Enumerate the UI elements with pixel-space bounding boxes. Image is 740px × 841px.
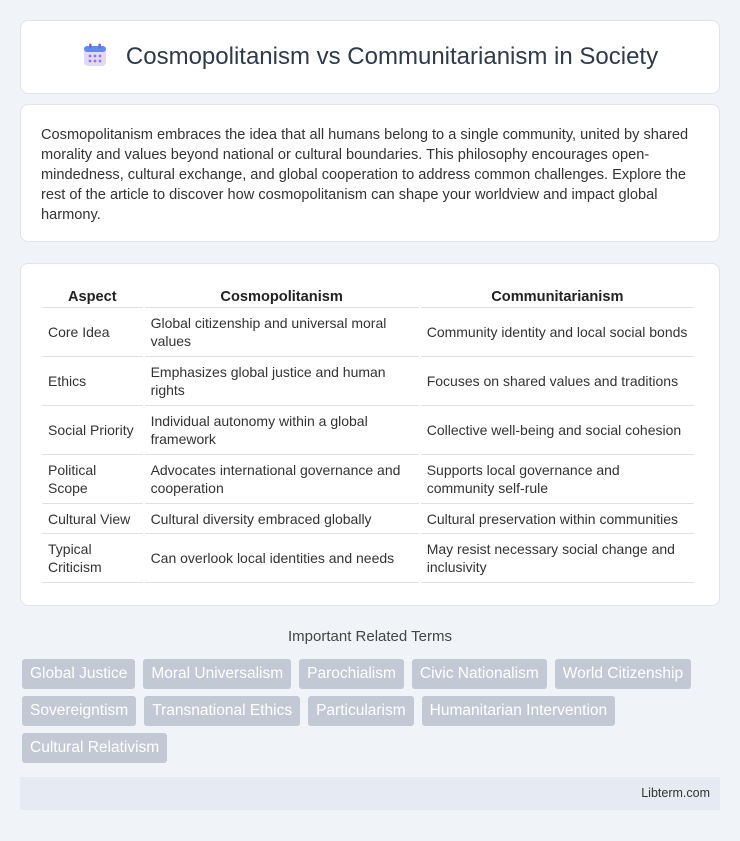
tag-moral-universalism[interactable]: Moral Universalism bbox=[143, 659, 291, 689]
table-row bbox=[42, 357, 694, 406]
table-cell: Social Priority bbox=[42, 406, 143, 455]
table-row bbox=[42, 504, 694, 534]
tag-transnational-ethics[interactable]: Transnational Ethics bbox=[144, 696, 300, 726]
tag-civic-nationalism[interactable]: Civic Nationalism bbox=[412, 659, 547, 689]
page-title: Cosmopolitanism vs Communitarianism in Society bbox=[125, 43, 659, 70]
table-cell: Typical Criticism bbox=[42, 534, 143, 583]
table-row bbox=[42, 406, 694, 455]
tag-parochialism[interactable]: Parochialism bbox=[299, 659, 404, 689]
tag-particularism[interactable]: Particularism bbox=[308, 696, 414, 726]
comparison-table bbox=[40, 286, 696, 583]
table-cell: Advocates international governance and cooperation bbox=[145, 455, 419, 504]
tag-global-justice[interactable]: Global Justice bbox=[22, 659, 135, 689]
table-cell: Focuses on shared values and traditions bbox=[421, 357, 694, 406]
footer bbox=[20, 777, 720, 810]
table-cell: Core Idea bbox=[42, 308, 143, 357]
intro-text: Cosmopolitanism embraces the idea that all humans belong to a single community, united by shared morality and values beyond national or cultural boundaries. This philosophy encourages open-mindedness, cultural exchange, and global cooperation to address common challenges. Explore the rest of the article to discover how cosmopolitanism can shape your worldview and impact global harmony. bbox=[41, 127, 689, 223]
calendar-icon bbox=[82, 42, 108, 73]
tag-sovereigntism[interactable]: Sovereigntism bbox=[22, 696, 136, 726]
table-cell: Cultural preservation within communities bbox=[421, 504, 694, 534]
table-header-row bbox=[42, 286, 694, 308]
table-cell: Supports local governance and community self-rule bbox=[421, 455, 694, 504]
header-card bbox=[20, 20, 720, 94]
table-cell: Collective well-being and social cohesion bbox=[421, 406, 694, 455]
table-cell: Cultural diversity embraced globally bbox=[145, 504, 419, 534]
header-cosmopolitanism: Cosmopolitanism bbox=[145, 286, 419, 308]
table-cell: Can overlook local identities and needs bbox=[145, 534, 419, 583]
tag-humanitarian-intervention[interactable]: Humanitarian Intervention bbox=[422, 696, 616, 726]
tag-cultural-relativism[interactable]: Cultural Relativism bbox=[22, 733, 167, 763]
footer-site-link[interactable]: Libterm.com bbox=[641, 786, 710, 800]
table-cell: May resist necessary social change and inclusivity bbox=[421, 534, 694, 583]
related-terms-list bbox=[22, 659, 722, 763]
table-row bbox=[42, 534, 694, 583]
table-cell: Cultural View bbox=[42, 504, 143, 534]
header-aspect: Aspect bbox=[42, 286, 143, 308]
related-terms-title: Important Related Terms bbox=[288, 628, 452, 645]
table-row bbox=[42, 308, 694, 357]
header-communitarianism: Communitarianism bbox=[421, 286, 694, 308]
intro-card bbox=[20, 104, 720, 242]
comparison-card bbox=[20, 263, 720, 606]
table-cell: Individual autonomy within a global framework bbox=[145, 406, 419, 455]
table-row bbox=[42, 455, 694, 504]
table-cell: Community identity and local social bonds bbox=[421, 308, 694, 357]
tag-world-citizenship[interactable]: World Citizenship bbox=[555, 659, 691, 689]
table-cell: Emphasizes global justice and human rights bbox=[145, 357, 419, 406]
table-cell: Ethics bbox=[42, 357, 143, 406]
table-cell: Political Scope bbox=[42, 455, 143, 504]
table-cell: Global citizenship and universal moral values bbox=[145, 308, 419, 357]
